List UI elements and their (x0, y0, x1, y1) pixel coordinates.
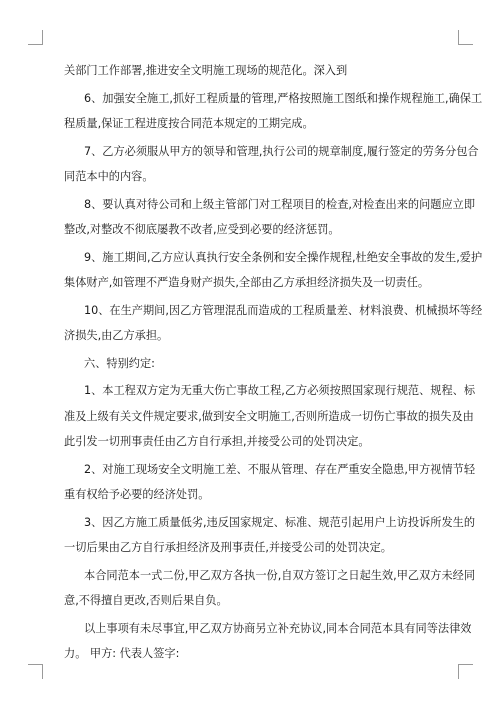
document-body (64, 64, 483, 661)
text-line: 此引发一切刑事责任由乙方自行承担,并接受公司的处罚决定。 (64, 435, 370, 448)
crop-mark-top-right (458, 30, 473, 45)
text-line: 3、因乙方施工质量低劣,违反国家规定、标准、规范引起用户上访投诉所发生的 (84, 515, 476, 529)
text-line: 同范本中的内容。 (64, 170, 154, 183)
section-heading: 六、特别约定: (84, 356, 155, 370)
text-line: 本合同范本一式二份,甲乙双方各执一份,自双方签订之日起生效,甲乙双方未经同 (84, 568, 476, 582)
text-line: 济损失,由乙方承担。 (64, 329, 169, 342)
text-line: 2、对施工现场安全文明施工差、不服从管理、存在严重安全隐患,甲方视情节轻 (84, 462, 476, 476)
text-line: 以上事项有未尽事宜,甲乙双方协商另立补充协议,同本合同范本具有同等法律效 (84, 621, 472, 635)
text-line: 程质量,保证工程进度按合同范本规定的工期完成。 (64, 117, 314, 130)
signature-line: 力。 甲方: 代表人签字: (64, 647, 180, 660)
text-line: 6、加强安全施工,抓好工程质量的管理,严格按照施工图纸和操作规程施工,确保工 (84, 91, 483, 105)
text-line: 集体财产,如管理不严造身财产损失,全部由乙方承担经济损失及一切责任。 (64, 276, 430, 289)
text-line: 1、本工程双方定为无重大伤亡事故工程,乙方必须按照国家现行规范、规程、标 (84, 384, 476, 397)
text-line: 7、乙方必须服从甲方的领导和管理,执行公司的规章制度,履行签定的劳务分包合 (84, 144, 479, 158)
crop-mark-top-left (28, 30, 43, 45)
text-line: 准及上级有关文件规定要求,做到安全文明施工,否则所造成一切伤亡事故的损失及由 (64, 409, 474, 423)
text-line: 关部门工作部署,推进安全文明施工现场的规范化。深入到 (64, 64, 348, 77)
text-line: 8、要认真对待公司和上级主管部门对工程项目的检查,对检查出来的问题应立即 (84, 197, 476, 211)
text-line: 整改,对整改不彻底屡教不改者,应受到必要的经济惩罚。 (64, 223, 340, 236)
text-line: 重有权给予必要的经济处罚。 (64, 488, 210, 501)
text-line: 9、施工期间,乙方应认真执行安全条例和安全操作规程,杜绝安全事故的发生,爱护 (84, 250, 483, 264)
text-line: 意,不得擅自更改,否则后果自负。 (64, 594, 228, 607)
crop-mark-bottom-right (458, 664, 473, 679)
text-line: 一切后果由乙方自行承担经济及刑事责任,并接受公司的处罚决定。 (64, 541, 392, 554)
text-line: 10、在生产期间,因乙方管理混乱而造成的工程质量差、材料浪费、机械损坏等经 (84, 303, 483, 317)
crop-mark-bottom-left (28, 664, 43, 679)
